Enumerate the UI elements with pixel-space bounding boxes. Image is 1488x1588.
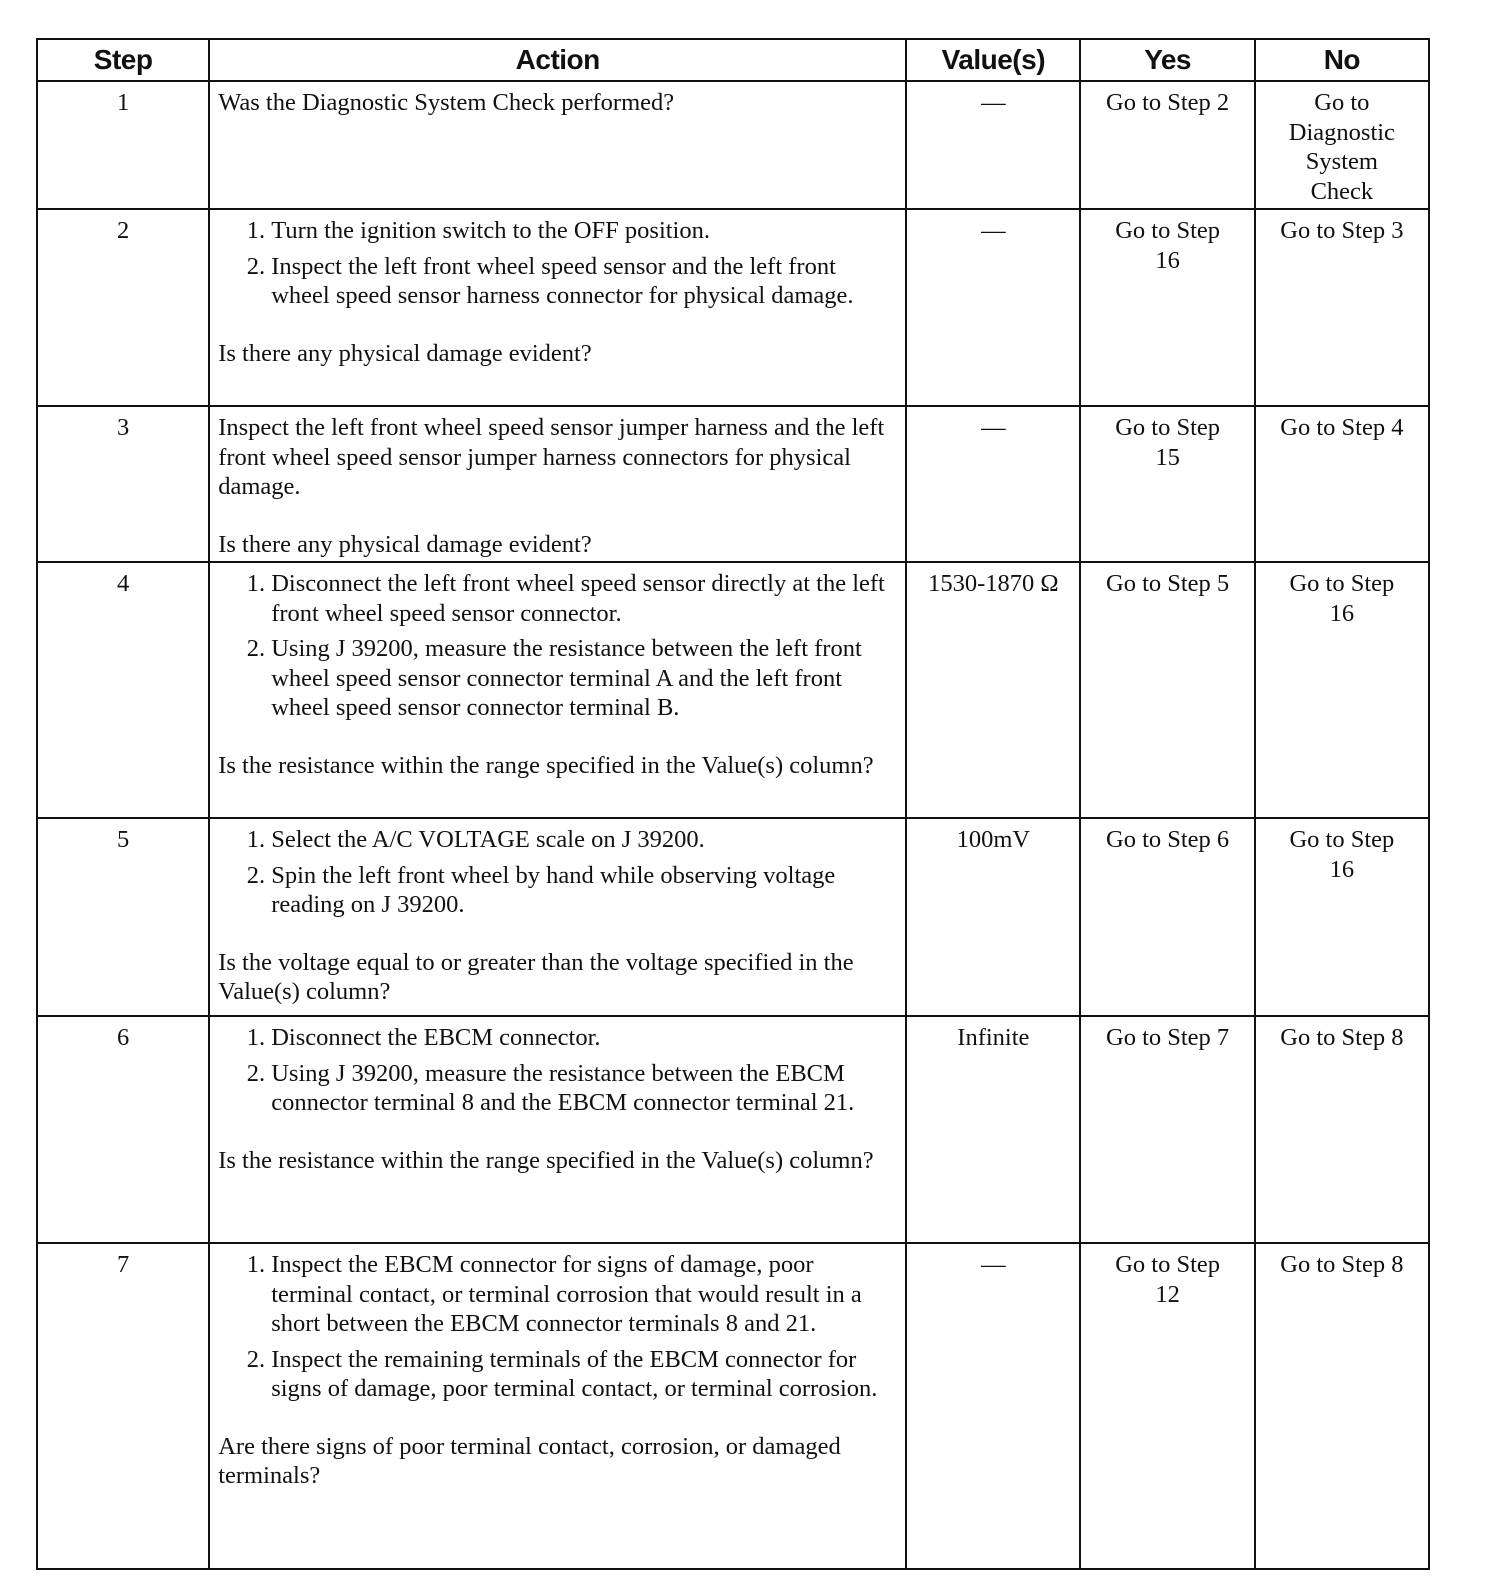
header-values: Value(s) bbox=[906, 39, 1080, 81]
value-cell: — bbox=[906, 1243, 1080, 1569]
action-question: Is the resistance within the range specified in the Value(s) column? bbox=[218, 751, 874, 779]
value-cell: — bbox=[906, 209, 1080, 406]
no-cell: Go to Step 16 bbox=[1255, 562, 1429, 818]
step-number: 5 bbox=[37, 818, 209, 1016]
action-cell bbox=[209, 406, 906, 562]
table-row bbox=[37, 1243, 1429, 1569]
no-cell: Go to Step 8 bbox=[1255, 1243, 1429, 1569]
header-row bbox=[37, 39, 1429, 81]
action-question: Is there any physical damage evident? bbox=[218, 339, 592, 367]
action-step-item: 2. Using J 39200, measure the resistance between the left front wheel speed sensor connector terminal A and the left front wheel speed sensor connector terminal B. bbox=[271, 634, 897, 723]
step-number: 1 bbox=[37, 81, 209, 209]
header-yes: Yes bbox=[1080, 39, 1254, 81]
diagnostic-table bbox=[36, 38, 1430, 1570]
action-step-item: 2. Inspect the remaining terminals of the EBCM connector for signs of damage, poor terminal contact, or terminal corrosion. bbox=[271, 1345, 897, 1404]
action-cell bbox=[209, 209, 906, 406]
yes-cell: Go to Step 15 bbox=[1080, 406, 1254, 562]
step-number: 4 bbox=[37, 562, 209, 818]
action-steps bbox=[218, 1250, 897, 1404]
yes-cell: Go to Step 16 bbox=[1080, 209, 1254, 406]
yes-cell: Go to Step 6 bbox=[1080, 818, 1254, 1016]
value-cell: 100mV bbox=[906, 818, 1080, 1016]
action-steps bbox=[218, 216, 897, 311]
action-step-item: 2. Spin the left front wheel by hand while observing voltage reading on J 39200. bbox=[271, 861, 897, 920]
action-step-item: 1. Disconnect the EBCM connector. bbox=[271, 1023, 897, 1053]
action-steps bbox=[218, 825, 897, 920]
action-cell bbox=[209, 562, 906, 818]
no-cell: Go to Diagnostic System Check bbox=[1255, 81, 1429, 209]
action-question: Is the resistance within the range specified in the Value(s) column? bbox=[218, 1146, 874, 1174]
header-step: Step bbox=[37, 39, 209, 81]
action-cell bbox=[209, 81, 906, 209]
value-cell: 1530-1870 Ω bbox=[906, 562, 1080, 818]
table-row bbox=[37, 1016, 1429, 1243]
yes-cell: Go to Step 12 bbox=[1080, 1243, 1254, 1569]
value-cell: — bbox=[906, 406, 1080, 562]
no-cell: Go to Step 3 bbox=[1255, 209, 1429, 406]
action-step-item: 2. Using J 39200, measure the resistance between the EBCM connector terminal 8 and the EBCM connector terminal 21. bbox=[271, 1059, 897, 1118]
action-cell bbox=[209, 1243, 906, 1569]
table-row bbox=[37, 562, 1429, 818]
table-row bbox=[37, 406, 1429, 562]
action-question: Is there any physical damage evident? bbox=[218, 530, 592, 558]
step-number: 3 bbox=[37, 406, 209, 562]
header-action: Action bbox=[209, 39, 906, 81]
step-number: 2 bbox=[37, 209, 209, 406]
value-cell: — bbox=[906, 81, 1080, 209]
step-number: 7 bbox=[37, 1243, 209, 1569]
action-step-item: 1. Inspect the EBCM connector for signs of damage, poor terminal contact, or terminal corrosion that would result in a short between the EBCM connector terminals 8 and 21. bbox=[271, 1250, 897, 1339]
yes-cell: Go to Step 2 bbox=[1080, 81, 1254, 209]
action-question: Are there signs of poor terminal contact, corrosion, or damaged terminals? bbox=[218, 1432, 841, 1489]
table-row bbox=[37, 81, 1429, 209]
table-row bbox=[37, 818, 1429, 1016]
action-question: Is the voltage equal to or greater than the voltage specified in the Value(s) column? bbox=[218, 948, 854, 1005]
yes-cell: Go to Step 5 bbox=[1080, 562, 1254, 818]
action-cell bbox=[209, 1016, 906, 1243]
header-no: No bbox=[1255, 39, 1429, 81]
action-cell bbox=[209, 818, 906, 1016]
no-cell: Go to Step 8 bbox=[1255, 1016, 1429, 1243]
action-text: Inspect the left front wheel speed sensor jumper harness and the left front wheel speed sensor jumper harness connectors for physical damage. bbox=[218, 414, 885, 500]
action-steps bbox=[218, 569, 897, 723]
action-text: Was the Diagnostic System Check performed? bbox=[218, 89, 675, 116]
action-steps bbox=[218, 1023, 897, 1118]
no-cell: Go to Step 4 bbox=[1255, 406, 1429, 562]
action-step-item: 1. Select the A/C VOLTAGE scale on J 39200. bbox=[271, 825, 897, 855]
action-step-item: 1. Turn the ignition switch to the OFF position. bbox=[271, 216, 897, 246]
yes-cell: Go to Step 7 bbox=[1080, 1016, 1254, 1243]
action-step-item: 2. Inspect the left front wheel speed sensor and the left front wheel speed sensor harness connector for physical damage. bbox=[271, 252, 897, 311]
value-cell: Infinite bbox=[906, 1016, 1080, 1243]
action-step-item: 1. Disconnect the left front wheel speed sensor directly at the left front wheel speed sensor connector. bbox=[271, 569, 897, 628]
table-row bbox=[37, 209, 1429, 406]
step-number: 6 bbox=[37, 1016, 209, 1243]
no-cell: Go to Step 16 bbox=[1255, 818, 1429, 1016]
